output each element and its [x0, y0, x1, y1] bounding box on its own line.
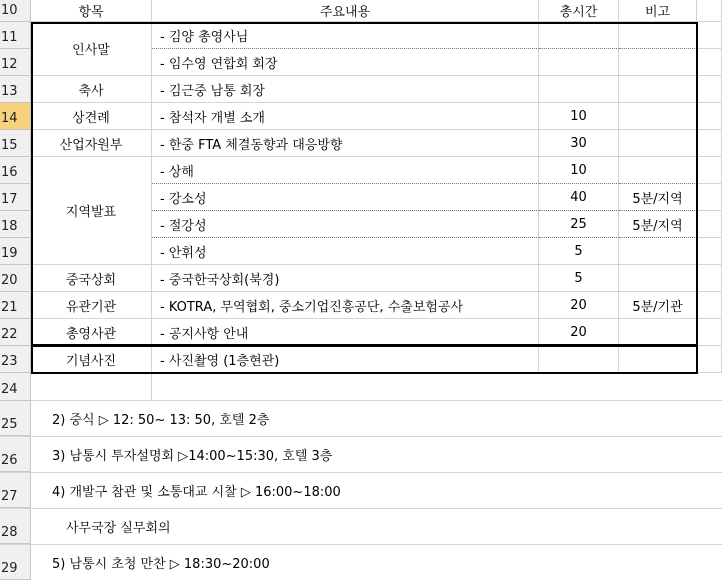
- note-lunch[interactable]: 2) 중식 ▷ 12: 50~ 13: 50, 호텔 2층: [52, 413, 270, 428]
- row-header[interactable]: 24: [0, 373, 31, 401]
- table-row: [0, 319, 722, 346]
- time-cell[interactable]: 5: [539, 238, 619, 265]
- note-row: [0, 509, 722, 545]
- row-header[interactable]: 21: [0, 292, 31, 319]
- note-secretariat-meeting[interactable]: 사무국장 실무회의: [66, 521, 171, 536]
- table-row: [0, 346, 722, 373]
- cell[interactable]: [697, 103, 722, 130]
- content-cell[interactable]: - 사진촬영 (1층현관): [152, 346, 539, 373]
- cell[interactable]: [697, 346, 722, 373]
- content-cell[interactable]: - 강소성: [152, 184, 539, 211]
- note-row: [0, 401, 722, 437]
- remarks-cell[interactable]: [619, 238, 697, 265]
- category-cell[interactable]: 유관기관: [31, 292, 152, 319]
- remarks-cell[interactable]: [619, 103, 697, 130]
- header-item[interactable]: 항목: [31, 0, 152, 22]
- remarks-cell[interactable]: [619, 49, 697, 76]
- category-cell[interactable]: 총영사관: [31, 319, 152, 346]
- remarks-cell[interactable]: 5분/기관: [619, 292, 697, 319]
- cell[interactable]: [31, 373, 152, 401]
- row-header[interactable]: 22: [0, 319, 31, 346]
- cell[interactable]: [697, 76, 722, 103]
- remarks-cell[interactable]: [619, 346, 697, 373]
- cell[interactable]: [152, 373, 722, 401]
- content-cell[interactable]: - 상해: [152, 157, 539, 184]
- remarks-cell[interactable]: [619, 157, 697, 184]
- time-cell[interactable]: [539, 76, 619, 103]
- category-cell[interactable]: 산업자원부: [31, 130, 152, 157]
- table-row: [0, 292, 722, 319]
- header-total-time[interactable]: 총시간: [539, 0, 619, 22]
- note-investment-briefing[interactable]: 3) 남통시 투자설명회 ▷14:00~15:30, 호텔 3층: [52, 449, 333, 464]
- category-cell[interactable]: 기념사진: [31, 346, 152, 373]
- remarks-cell[interactable]: 5분/지역: [619, 184, 697, 211]
- row-header[interactable]: 15: [0, 130, 31, 157]
- remarks-cell[interactable]: [619, 76, 697, 103]
- remarks-cell[interactable]: [619, 265, 697, 292]
- note-row: [0, 473, 722, 509]
- cell[interactable]: [697, 22, 722, 49]
- row-header[interactable]: 17: [0, 184, 31, 211]
- content-cell[interactable]: - 김근중 남통 회장: [152, 76, 539, 103]
- time-cell[interactable]: 30: [539, 130, 619, 157]
- content-cell[interactable]: - 김양 총영사님: [152, 22, 539, 49]
- row-header[interactable]: 27: [0, 473, 31, 508]
- remarks-cell[interactable]: [619, 22, 697, 49]
- header-remarks[interactable]: 비고: [619, 0, 697, 22]
- table-row: [0, 103, 722, 130]
- category-cell[interactable]: 인사말: [31, 22, 152, 76]
- cell[interactable]: [697, 211, 722, 238]
- table-row: [0, 130, 722, 157]
- note-row: [0, 373, 722, 401]
- remarks-cell[interactable]: [619, 319, 697, 346]
- time-cell[interactable]: 10: [539, 103, 619, 130]
- row-header[interactable]: 28: [0, 509, 31, 544]
- time-cell[interactable]: 20: [539, 319, 619, 346]
- header-content[interactable]: 주요내용: [152, 0, 539, 22]
- cell[interactable]: [697, 0, 722, 22]
- row-header[interactable]: 12: [0, 49, 31, 76]
- row-header[interactable]: 23: [0, 346, 31, 373]
- time-cell[interactable]: [539, 22, 619, 49]
- note-row: [0, 545, 722, 580]
- row-header[interactable]: 19: [0, 238, 31, 265]
- header-row: [0, 0, 722, 22]
- note-site-visit[interactable]: 4) 개발구 참관 및 소통대교 시찰 ▷ 16:00~18:00: [52, 485, 341, 500]
- time-cell[interactable]: 20: [539, 292, 619, 319]
- cell[interactable]: [697, 49, 722, 76]
- cell[interactable]: [697, 157, 722, 184]
- row-header[interactable]: 25: [0, 401, 31, 436]
- cell[interactable]: [697, 130, 722, 157]
- row-header[interactable]: 16: [0, 157, 31, 184]
- row-header[interactable]: 20: [0, 265, 31, 292]
- content-cell[interactable]: - KOTRA, 무역협회, 중소기업진흥공단, 수출보험공사: [152, 292, 539, 319]
- time-cell[interactable]: 5: [539, 265, 619, 292]
- content-cell[interactable]: - 안휘성: [152, 238, 539, 265]
- content-cell[interactable]: - 참석자 개별 소개: [152, 103, 539, 130]
- row-header[interactable]: 11: [0, 22, 31, 49]
- content-cell[interactable]: - 한중 FTA 체결동향과 대응방향: [152, 130, 539, 157]
- content-cell[interactable]: - 중국한국상회(북경): [152, 265, 539, 292]
- remarks-cell[interactable]: 5분/지역: [619, 211, 697, 238]
- category-cell[interactable]: 지역발표: [31, 157, 152, 265]
- time-cell[interactable]: 25: [539, 211, 619, 238]
- content-cell[interactable]: - 임수영 연합회 회장: [152, 49, 539, 76]
- cell[interactable]: [697, 292, 722, 319]
- content-cell[interactable]: - 공지사항 안내: [152, 319, 539, 346]
- row-header[interactable]: 29: [0, 545, 31, 580]
- row-header[interactable]: 18: [0, 211, 31, 238]
- content-cell[interactable]: - 절강성: [152, 211, 539, 238]
- category-cell[interactable]: 상견례: [31, 103, 152, 130]
- time-cell[interactable]: [539, 49, 619, 76]
- row-header[interactable]: 10: [0, 0, 31, 22]
- cell[interactable]: [697, 238, 722, 265]
- category-cell[interactable]: 축사: [31, 76, 152, 103]
- table-row: [0, 76, 722, 103]
- note-row: [0, 437, 722, 473]
- cell[interactable]: [697, 319, 722, 346]
- remarks-cell[interactable]: [619, 130, 697, 157]
- row-header-active[interactable]: 14: [0, 103, 31, 130]
- table-row: [0, 265, 722, 292]
- cell[interactable]: [697, 265, 722, 292]
- time-cell[interactable]: [539, 346, 619, 373]
- row-header[interactable]: 13: [0, 76, 31, 103]
- time-cell[interactable]: 10: [539, 157, 619, 184]
- cell[interactable]: [697, 184, 722, 211]
- category-cell[interactable]: 중국상회: [31, 265, 152, 292]
- row-header[interactable]: 26: [0, 437, 31, 472]
- note-dinner[interactable]: 5) 남통시 초청 만찬 ▷ 18:30~20:00: [52, 557, 270, 572]
- time-cell[interactable]: 40: [539, 184, 619, 211]
